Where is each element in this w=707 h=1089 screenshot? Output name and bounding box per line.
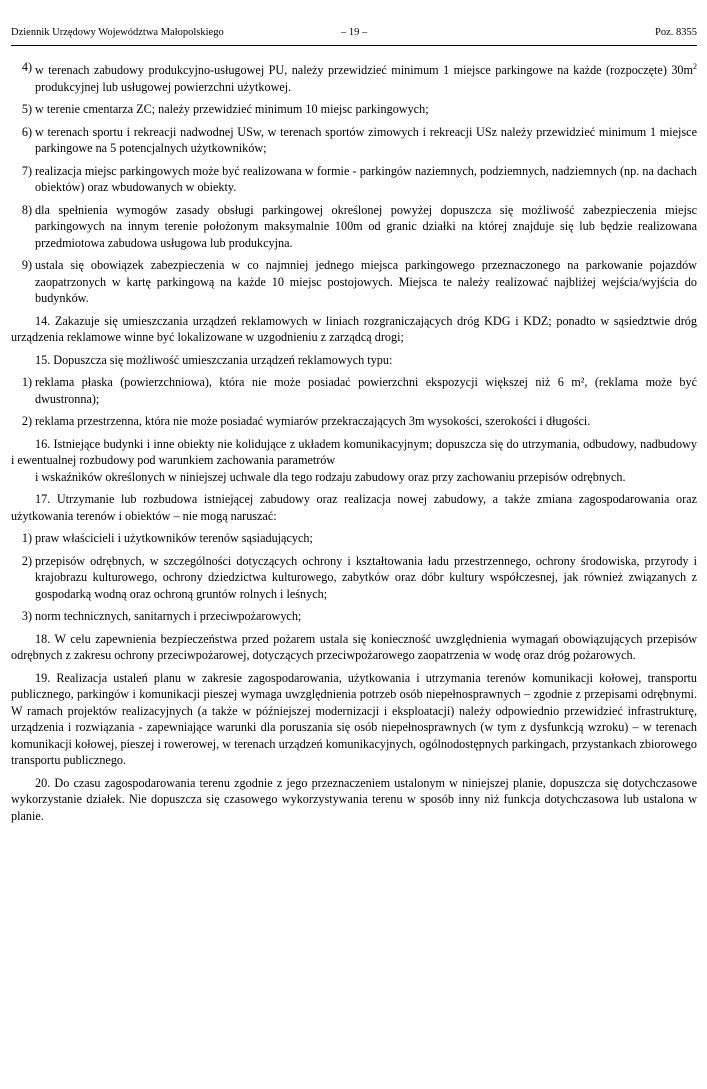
item-text: przepisów odrębnych, w szczególności dotyczących ochrony i kształtowania ładu przestrzennego, ochrony środowiska, przyrody i krajobrazu kulturowego, ochrony dziedzictwa kulturowego, zabytków oraz dóbr kultury współczesnej, jak również związanych z gospodarką wodną oraz ochroną gruntów rolnych i leśnych;: [35, 553, 697, 601]
position-number: Poz. 8355: [655, 27, 697, 38]
item-text: w terenach zabudowy produkcyjno-usługowej PU, należy przewidzieć minimum 1 miejsce parkingowe na każde (rozpoczęte) $30m^2$ produkcyjnej lub usługowej powierzchni użytkowej.: [35, 62, 697, 94]
list-item: [11, 374, 697, 407]
item-number: 4): [21, 60, 32, 74]
journal-title: Dziennik Urzędowy Województwa Małopolskiego: [11, 27, 224, 38]
item-number: 7): [21, 163, 32, 178]
item-number: 8): [21, 202, 32, 217]
paragraph-19: 19. Realizacja ustaleń planu w zakresie zagospodarowania, użytkowania i utrzymania terenów komunikacji kołowej, transportu publicznego, parkingów i komunikacji pieszej wymaga uwzględnienia potrzeb osób niepełnosprawnych – zgodnie z przepisami odrębnymi. W ramach projektów realizacyjnych (a także w późniejszej modernizacji i eksploatacji) należy odpowiednio przewidzieć infrastrukturę, urządzenia i rozwiązania - zapewniające warunki dla poruszania się osób niepełnosprawnych (w tym z dysfunkcją wzroku) – w terenach komunikacji kołowej, pieszej i rowerowej, w terenach urządzeń komunikacyjnych, ogólnodostępnych parkingach, przystankach zbiorowego transportu publicznego.: [11, 670, 697, 768]
item-number: 2): [21, 553, 32, 568]
list-item: [11, 59, 697, 95]
item-number: 1): [21, 375, 32, 390]
item-number: 6): [21, 124, 32, 139]
list-item: [11, 202, 697, 252]
list-item: [11, 413, 697, 430]
item-text: praw właścicieli i użytkowników terenów sąsiadujących;: [35, 531, 313, 546]
item-number: 1): [21, 531, 32, 546]
item-text: w terenie cmentarza ZC; należy przewidzieć minimum 10 miejsc parkingowych;: [35, 102, 429, 117]
list-item: [11, 608, 697, 625]
item-number: 3): [21, 609, 32, 624]
paragraph-18: 18. W celu zapewnienia bezpieczeństwa przed pożarem ustala się konieczność uwzględnienia wymagań obowiązujących przepisów odrębnych z zakresu ochrony przeciwpożarowej, dotyczących przeciwpożarowego zaopatrzenia w wodę oraz dróg pożarowych.: [11, 631, 697, 663]
item-text: reklama płaska (powierzchniowa), która nie może posiadać powierzchni ekspozycji większej niż 6 m², (reklama może być dwustronna);: [35, 375, 697, 406]
page-number: – 19 –: [341, 27, 368, 38]
item-number: 5): [21, 102, 32, 117]
item-text: w terenach sportu i rekreacji nadwodnej USw, w terenach sportów zimowych i rekreacji USz należy przewidzieć minimum 1 miejsce parkingowe na 5 potencjalnych użytkowników;: [35, 124, 697, 156]
list-item: [11, 553, 697, 603]
list-item: [11, 530, 697, 547]
list-item: [11, 257, 697, 307]
item-text: reklama przestrzenna, która nie może posiadać wymiarów przekraczających 3m wysokości, szerokości i długości.: [35, 414, 591, 429]
paragraph-20: 20. Do czasu zagospodarowania terenu zgodnie z jego przeznaczeniem ustalonym w niniejszej planie, dopuszcza się dotychczasowe wykorzystanie działek. Nie dopuszcza się czasowego wykorzystywania terenu w sposób inny niż funkcja dotychczasowa lub ustalona w planie.: [11, 775, 697, 823]
paragraph-16-continuation: i wskaźników określonych w niniejszej uchwale dla tego rodzaju zabudowy oraz przy zachowaniu przepisów odrębnych.: [35, 469, 626, 484]
item-text: ustala się obowiązek zabezpieczenia w co najmniej jednego miejsca parkingowego przeznaczonego na parkowanie pojazdów zaopatrzonych w kartę parkingową na każde 10 miejsc postojowych. Miejsca te należy realizować najbliżej wejścia/wyjścia do budynków.: [35, 258, 697, 306]
list-item: [11, 124, 697, 157]
paragraph-14: 14. Zakazuje się umieszczania urządzeń reklamowych w liniach rozgraniczających dróg KDG i KDZ; ponadto w sąsiedztwie dróg urządzenia reklamowe winne być lokalizowane w uzgodnieniu z zarządcą drogi;: [11, 313, 697, 345]
paragraph-15: 15. Dopuszcza się możliwość umieszczania urządzeń reklamowych typu:: [35, 352, 393, 367]
list-item: [11, 101, 697, 118]
page-header: [11, 26, 697, 46]
item-text: dla spełnienia wymogów zasady obsługi parkingowej określonej powyżej dopuszcza się możliwość zabezpieczenia miejsc parkingowych na innym terenie położonym maksymalnie 100m od granic działki na której znajduje się lub będzie realizowana przedmiotowa zabudowa usługowa lub produkcyjna.: [35, 202, 697, 250]
paragraph-17: 17. Utrzymanie lub rozbudowa istniejącej zabudowy oraz realizacja nowej zabudowy, a także zmiana zagospodarowania oraz użytkowania terenów i obiektów – nie mogą naruszać:: [11, 492, 697, 523]
item-number: 2): [21, 414, 32, 429]
item-number: 9): [21, 258, 32, 273]
item-text: realizacja miejsc parkingowych może być realizowana w formie - parkingów naziemnych, podziemnych, nadziemnych (np. na dachach obiektów) oraz wbudowanych w obiekty.: [35, 163, 697, 195]
item-text: norm technicznych, sanitarnych i przeciwpożarowych;: [35, 609, 302, 624]
document-body: [11, 46, 697, 824]
paragraph-16: 16. Istniejące budynki i inne obiekty nie kolidujące z układem komunikacyjnym; dopuszcza się do utrzymania, odbudowy, nadbudowy i ewentualnej rozbudowy pod warunkiem zachowania parametrów: [11, 436, 697, 468]
list-item: [11, 163, 697, 196]
